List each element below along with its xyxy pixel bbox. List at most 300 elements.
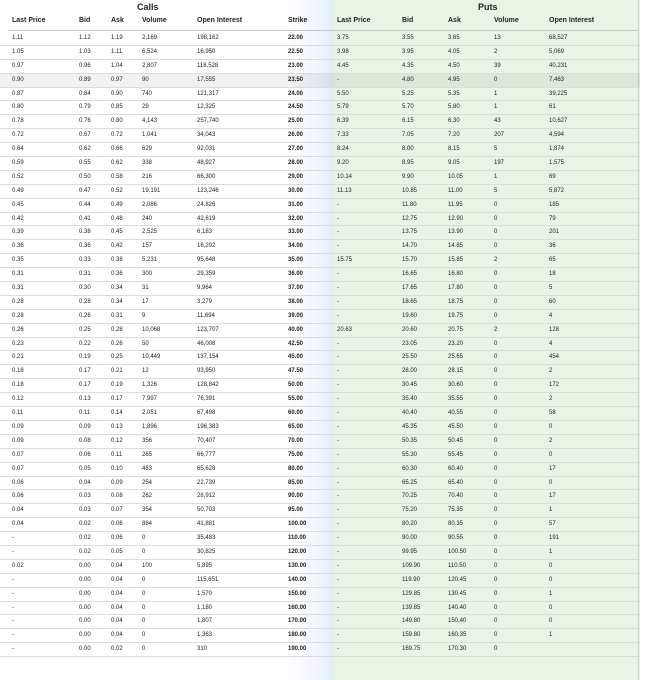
call-ask-cell: 0.04 — [111, 618, 123, 625]
table-row[interactable] — [0, 226, 640, 240]
put-volume-cell: 43 — [494, 118, 501, 125]
put-bid-cell: 20.60 — [402, 326, 418, 333]
call-volume-cell: 90 — [142, 76, 149, 83]
put-ask-cell: 11.95 — [448, 201, 463, 208]
strike-cell: 45.00 — [288, 354, 304, 361]
call-volume-cell: 1,041 — [142, 132, 158, 139]
strike-cell: 22.50 — [288, 48, 304, 55]
strike-cell: 190.00 — [288, 646, 307, 653]
call-open-interest-cell: 1,363 — [197, 632, 213, 639]
table-row[interactable] — [0, 518, 640, 532]
put-last-price-cell: - — [337, 410, 339, 417]
put-bid-cell: 8.00 — [402, 146, 414, 153]
call-last-price-cell: 1.11 — [12, 35, 24, 41]
call-ask-cell: 0.80 — [111, 118, 123, 125]
table-row[interactable] — [0, 504, 640, 518]
put-ask-cell: 17.80 — [448, 285, 464, 292]
call-ask-cell: 0.13 — [111, 423, 123, 430]
table-row[interactable] — [0, 338, 640, 352]
put-open-interest-cell: 0 — [549, 576, 553, 583]
table-row[interactable] — [0, 60, 640, 74]
put-last-price-cell: - — [337, 493, 339, 500]
call-ask-cell: 0.49 — [111, 201, 123, 208]
put-bid-cell: 169.75 — [402, 646, 421, 653]
put-bid-cell: 17.65 — [402, 285, 418, 292]
table-row[interactable] — [0, 32, 640, 46]
table-row[interactable] — [0, 477, 640, 491]
put-volume-cell: 0 — [494, 396, 498, 403]
call-bid-cell: 0.26 — [79, 312, 91, 319]
call-ask-cell: 0.14 — [111, 410, 123, 417]
put-ask-cell: 40.55 — [448, 410, 464, 417]
put-last-price-cell: - — [337, 576, 339, 583]
put-last-price-cell: 5.79 — [337, 104, 349, 111]
put-open-interest-cell: 2 — [549, 396, 553, 403]
put-open-interest-cell: 60 — [549, 298, 556, 305]
call-volume-cell: 1,326 — [142, 382, 158, 389]
call-last-price-cell: - — [12, 590, 14, 597]
table-row[interactable] — [0, 490, 640, 504]
put-volume-cell: 1 — [494, 104, 498, 111]
table-row[interactable] — [0, 365, 640, 379]
call-bid-cell: 0.05 — [79, 465, 91, 472]
put-bid-cell: 14.70 — [402, 243, 418, 250]
put-last-price-cell: - — [337, 437, 339, 444]
call-ask-cell: 0.05 — [111, 548, 123, 555]
put-ask-cell: 45.50 — [448, 423, 464, 430]
put-ask-cell: 4.50 — [448, 62, 460, 69]
call-ask-cell: 0.21 — [111, 368, 123, 375]
header-strike[interactable]: Strike — [288, 17, 308, 24]
put-bid-cell: 16.65 — [402, 271, 418, 278]
table-row[interactable] — [0, 602, 640, 616]
strike-cell: 70.00 — [288, 437, 304, 444]
strike-cell: 65.00 — [288, 423, 304, 430]
put-last-price-cell: 10.14 — [337, 173, 353, 180]
put-volume-cell: 0 — [494, 507, 498, 514]
put-volume-cell: 13 — [494, 35, 501, 41]
put-bid-cell: 8.95 — [402, 160, 414, 167]
put-volume-cell: 0 — [494, 201, 498, 208]
call-open-interest-cell: 16,202 — [197, 243, 216, 250]
put-open-interest-cell: 10,627 — [549, 118, 568, 125]
call-open-interest-cell: 34,043 — [197, 132, 216, 139]
call-open-interest-cell: 28,912 — [197, 493, 216, 500]
put-open-interest-cell: 39,225 — [549, 90, 568, 97]
call-last-price-cell: 0.07 — [12, 465, 24, 472]
call-volume-cell: 157 — [142, 243, 153, 250]
call-last-price-cell: 0.42 — [12, 215, 24, 222]
put-bid-cell: 65.25 — [402, 479, 418, 486]
put-open-interest-cell: 5 — [549, 285, 553, 292]
call-bid-cell: 0.19 — [79, 354, 91, 361]
call-bid-cell: 0.79 — [79, 104, 91, 111]
call-ask-cell: 0.11 — [111, 451, 123, 458]
put-volume-cell: 0 — [494, 423, 498, 430]
strike-cell: 50.00 — [288, 382, 304, 389]
call-last-price-cell: - — [12, 618, 14, 625]
table-row[interactable] — [0, 615, 640, 629]
call-volume-cell: 0 — [142, 590, 146, 597]
table-row[interactable] — [0, 282, 640, 296]
table-row[interactable] — [0, 421, 640, 435]
put-open-interest-cell: 0 — [549, 479, 553, 486]
put-last-price-cell: - — [337, 368, 339, 375]
call-ask-cell: 0.19 — [111, 382, 123, 389]
call-volume-cell: 0 — [142, 576, 146, 583]
call-bid-cell: 0.00 — [79, 562, 91, 569]
put-volume-cell: 0 — [494, 590, 498, 597]
table-row[interactable] — [0, 171, 640, 185]
put-last-price-cell: - — [337, 590, 339, 597]
put-last-price-cell: 7.33 — [337, 132, 349, 139]
table-row[interactable] — [0, 74, 640, 88]
put-volume-cell: 1 — [494, 173, 498, 180]
put-volume-cell: 2 — [494, 257, 498, 264]
table-row[interactable] — [0, 435, 640, 449]
table-row[interactable] — [0, 129, 640, 143]
call-bid-cell: 0.84 — [79, 90, 91, 97]
header-put-last-price[interactable]: Last Price — [337, 17, 371, 24]
call-ask-cell: 0.09 — [111, 479, 123, 486]
call-open-interest-cell: 66,300 — [197, 173, 216, 180]
put-ask-cell: 70.40 — [448, 493, 464, 500]
put-ask-cell: 4.95 — [448, 76, 460, 83]
put-volume-cell: 5 — [494, 146, 498, 153]
table-row[interactable] — [0, 351, 640, 365]
table-row[interactable] — [0, 643, 640, 657]
put-last-price-cell: 9.20 — [337, 160, 349, 167]
put-bid-cell: 159.80 — [402, 632, 421, 639]
strike-cell: 33.00 — [288, 229, 304, 236]
call-open-interest-cell: 67,498 — [197, 410, 216, 417]
call-ask-cell: 0.17 — [111, 396, 123, 403]
call-last-price-cell: 0.18 — [12, 382, 24, 389]
put-open-interest-cell: 5,069 — [549, 48, 565, 55]
call-bid-cell: 0.89 — [79, 76, 91, 83]
strike-cell: 140.00 — [288, 576, 307, 583]
call-bid-cell: 0.62 — [79, 146, 91, 153]
header-put-ask[interactable]: Ask — [448, 17, 461, 24]
call-bid-cell: 0.76 — [79, 118, 91, 125]
call-last-price-cell: 0.52 — [12, 173, 24, 180]
put-open-interest-cell: 17 — [549, 493, 556, 500]
call-open-interest-cell: 115,651 — [197, 576, 219, 583]
put-last-price-cell: - — [337, 521, 339, 528]
call-open-interest-cell: 12,325 — [197, 104, 216, 111]
table-row[interactable] — [0, 310, 640, 324]
put-ask-cell: 7.20 — [448, 132, 460, 139]
call-volume-cell: 216 — [142, 173, 153, 180]
strike-cell: 25.00 — [288, 118, 304, 125]
put-bid-cell: 5.25 — [402, 90, 414, 97]
put-volume-cell: 0 — [494, 465, 498, 472]
table-row[interactable] — [0, 101, 640, 115]
table-row[interactable] — [0, 407, 640, 421]
put-bid-cell: 23.05 — [402, 340, 418, 347]
put-ask-cell: 10.05 — [448, 173, 464, 180]
call-open-interest-cell: 93,950 — [197, 368, 216, 375]
put-last-price-cell: - — [337, 632, 339, 639]
put-ask-cell: 18.75 — [448, 298, 464, 305]
call-last-price-cell: - — [12, 646, 14, 653]
put-last-price-cell: 3.98 — [337, 48, 349, 55]
call-bid-cell: 0.28 — [79, 298, 91, 305]
put-volume-cell: 0 — [494, 340, 498, 347]
table-row[interactable] — [0, 185, 640, 199]
put-bid-cell: 70.25 — [402, 493, 418, 500]
put-volume-cell: 1 — [494, 90, 498, 97]
put-last-price-cell: - — [337, 507, 339, 514]
call-bid-cell: 0.30 — [79, 285, 91, 292]
put-volume-cell: 0 — [494, 285, 498, 292]
put-volume-cell: 2 — [494, 326, 498, 333]
call-volume-cell: 338 — [142, 160, 153, 167]
table-row[interactable] — [0, 588, 640, 602]
call-ask-cell: 0.08 — [111, 493, 123, 500]
call-ask-cell: 0.06 — [111, 535, 123, 542]
header-call-last-price[interactable]: Last Price — [12, 17, 46, 24]
call-open-interest-cell: 29,359 — [197, 271, 216, 278]
put-ask-cell: 25.65 — [448, 354, 464, 361]
call-open-interest-cell: 123,707 — [197, 326, 219, 333]
strike-cell: 42.50 — [288, 340, 304, 347]
call-open-interest-cell: 24,826 — [197, 201, 216, 208]
put-bid-cell: 35.40 — [402, 396, 418, 403]
call-volume-cell: 2,807 — [142, 62, 158, 69]
call-ask-cell: 0.07 — [111, 507, 123, 514]
call-volume-cell: 31 — [142, 285, 149, 292]
call-ask-cell: 0.45 — [111, 229, 123, 236]
put-ask-cell: 3.65 — [448, 35, 460, 41]
put-bid-cell: 129.85 — [402, 590, 421, 597]
call-last-price-cell: 0.97 — [12, 62, 24, 69]
put-ask-cell: 65.40 — [448, 479, 464, 486]
call-open-interest-cell: 1,807 — [197, 618, 213, 625]
call-bid-cell: 0.02 — [79, 548, 91, 555]
header-call-open-interest[interactable]: Open Interest — [197, 17, 243, 24]
call-open-interest-cell: 76,391 — [197, 396, 216, 403]
put-last-price-cell: - — [337, 354, 339, 361]
call-ask-cell: 0.58 — [111, 173, 123, 180]
put-bid-cell: 13.75 — [402, 229, 418, 236]
put-open-interest-cell: 61 — [549, 104, 556, 111]
put-last-price-cell: 6.39 — [337, 118, 349, 125]
call-open-interest-cell: 128,842 — [197, 382, 219, 389]
call-open-interest-cell: 9,964 — [197, 285, 213, 292]
header-call-bid[interactable]: Bid — [79, 17, 91, 24]
put-bid-cell: 6.15 — [402, 118, 414, 125]
call-bid-cell: 0.06 — [79, 451, 91, 458]
table-row[interactable] — [0, 199, 640, 213]
table-row[interactable] — [0, 240, 640, 254]
put-bid-cell: 119.90 — [402, 576, 420, 583]
call-ask-cell: 1.04 — [111, 62, 123, 69]
put-ask-cell: 9.05 — [448, 160, 460, 167]
call-volume-cell: 5,231 — [142, 257, 158, 264]
table-row[interactable] — [0, 157, 640, 171]
strike-cell: 28.00 — [288, 160, 304, 167]
table-row[interactable] — [0, 46, 640, 60]
call-open-interest-cell: 5,895 — [197, 562, 213, 569]
header-call-volume[interactable]: Volume — [142, 17, 167, 24]
put-bid-cell: 3.55 — [402, 35, 414, 41]
table-row[interactable] — [0, 88, 640, 102]
table-row[interactable] — [0, 254, 640, 268]
put-open-interest-cell: 40,231 — [549, 62, 568, 69]
put-bid-cell: 19.60 — [402, 312, 418, 319]
put-last-price-cell: 20.63 — [337, 326, 353, 333]
table-row[interactable] — [0, 574, 640, 588]
call-ask-cell: 0.12 — [111, 437, 123, 444]
call-open-interest-cell: 92,031 — [197, 146, 216, 153]
call-open-interest-cell: 66,777 — [197, 451, 216, 458]
put-open-interest-cell: 0 — [549, 618, 553, 625]
strike-cell: 34.00 — [288, 243, 304, 250]
calls-group-title: Calls — [137, 2, 159, 12]
put-last-price-cell: - — [337, 382, 339, 389]
header-divider — [8, 30, 638, 31]
call-volume-cell: 0 — [142, 618, 146, 625]
call-bid-cell: 0.00 — [79, 618, 91, 625]
put-bid-cell: 5.70 — [402, 104, 414, 111]
put-last-price-cell: - — [337, 298, 339, 305]
table-row[interactable] — [0, 393, 640, 407]
put-open-interest-cell: 1 — [549, 590, 553, 597]
call-open-interest-cell: 95,648 — [197, 257, 216, 264]
call-volume-cell: 483 — [142, 465, 153, 472]
put-last-price-cell: - — [337, 76, 339, 83]
put-open-interest-cell: 1,874 — [549, 146, 565, 153]
put-open-interest-cell: 0 — [549, 562, 553, 569]
put-bid-cell: 25.50 — [402, 354, 418, 361]
table-row[interactable] — [0, 629, 640, 643]
strike-cell: 80.00 — [288, 465, 304, 472]
put-open-interest-cell: 1,575 — [549, 160, 565, 167]
put-bid-cell: 139.85 — [402, 604, 421, 611]
call-bid-cell: 0.03 — [79, 493, 91, 500]
put-volume-cell: 0 — [494, 632, 498, 639]
put-ask-cell: 90.55 — [448, 535, 464, 542]
put-volume-cell: 0 — [494, 618, 498, 625]
put-volume-cell: 0 — [494, 562, 498, 569]
call-volume-cell: 2,051 — [142, 410, 158, 417]
put-last-price-cell: - — [337, 465, 339, 472]
table-row[interactable] — [0, 449, 640, 463]
column-header-row — [0, 16, 640, 30]
put-ask-cell: 4.05 — [448, 48, 460, 55]
strike-cell: 38.00 — [288, 298, 304, 305]
put-last-price-cell: - — [337, 423, 339, 430]
header-put-open-interest[interactable]: Open Interest — [549, 17, 595, 24]
put-volume-cell: 0 — [494, 215, 498, 222]
put-open-interest-cell: 69 — [549, 173, 556, 180]
put-open-interest-cell: 58 — [549, 410, 556, 417]
call-ask-cell: 0.85 — [111, 104, 123, 111]
put-last-price-cell: - — [337, 479, 339, 486]
put-open-interest-cell: 18 — [549, 271, 556, 278]
put-last-price-cell: - — [337, 548, 339, 555]
call-bid-cell: 0.17 — [79, 368, 91, 375]
put-last-price-cell: - — [337, 285, 339, 292]
put-volume-cell: 0 — [494, 312, 498, 319]
put-open-interest-cell: 68,527 — [549, 35, 568, 41]
put-open-interest-cell: 2 — [549, 437, 553, 444]
table-row[interactable] — [0, 463, 640, 477]
call-volume-cell: 0 — [142, 535, 146, 542]
call-bid-cell: 0.02 — [79, 521, 91, 528]
table-row[interactable] — [0, 324, 640, 338]
call-bid-cell: 0.09 — [79, 423, 91, 430]
call-open-interest-cell: 16,950 — [197, 48, 216, 55]
call-last-price-cell: - — [12, 632, 14, 639]
table-row[interactable] — [0, 560, 640, 574]
table-row[interactable] — [0, 143, 640, 157]
table-row[interactable] — [0, 379, 640, 393]
call-ask-cell: 0.04 — [111, 632, 123, 639]
strike-cell: 100.00 — [288, 521, 307, 528]
put-bid-cell: 4.35 — [402, 62, 414, 69]
put-bid-cell: 50.35 — [402, 437, 418, 444]
call-ask-cell: 0.36 — [111, 271, 123, 278]
put-ask-cell: 55.45 — [448, 451, 464, 458]
call-ask-cell: 0.26 — [111, 340, 123, 347]
table-row[interactable] — [0, 546, 640, 560]
call-ask-cell: 0.62 — [111, 160, 123, 167]
call-ask-cell: 0.34 — [111, 298, 123, 305]
call-volume-cell: 740 — [142, 90, 153, 97]
header-call-ask[interactable]: Ask — [111, 17, 124, 24]
put-volume-cell: 0 — [494, 576, 498, 583]
strike-cell: 110.00 — [288, 535, 307, 542]
put-bid-cell: 3.95 — [402, 48, 414, 55]
put-volume-cell: 0 — [494, 382, 498, 389]
put-ask-cell: 80.35 — [448, 521, 464, 528]
put-bid-cell: 55.30 — [402, 451, 418, 458]
put-open-interest-cell: 36 — [549, 243, 556, 250]
call-ask-cell: 0.10 — [111, 465, 123, 472]
call-volume-cell: 0 — [142, 604, 146, 611]
table-row[interactable] — [0, 532, 640, 546]
table-row[interactable] — [0, 213, 640, 227]
put-last-price-cell: - — [337, 396, 339, 403]
strike-cell: 55.00 — [288, 396, 304, 403]
put-volume-cell: 0 — [494, 76, 498, 83]
put-ask-cell: 120.45 — [448, 576, 467, 583]
call-volume-cell: 0 — [142, 548, 146, 555]
put-bid-cell: 28.00 — [402, 368, 418, 375]
put-last-price-cell: - — [337, 271, 339, 278]
call-volume-cell: 17 — [142, 298, 149, 305]
header-put-volume[interactable]: Volume — [494, 17, 519, 24]
call-volume-cell: 240 — [142, 215, 153, 222]
put-bid-cell: 90.00 — [402, 535, 418, 542]
call-last-price-cell: 0.35 — [12, 257, 24, 264]
put-volume-cell: 5 — [494, 187, 498, 194]
strike-cell: 27.00 — [288, 146, 304, 153]
put-open-interest-cell: 1 — [549, 632, 553, 639]
table-row[interactable] — [0, 115, 640, 129]
table-row[interactable] — [0, 296, 640, 310]
strike-cell: 47.50 — [288, 368, 304, 375]
call-ask-cell: 1.11 — [111, 48, 123, 55]
call-volume-cell: 6,524 — [142, 48, 158, 55]
call-open-interest-cell: 48,927 — [197, 160, 216, 167]
table-row[interactable] — [0, 268, 640, 282]
call-bid-cell: 0.00 — [79, 590, 91, 597]
put-bid-cell: 149.80 — [402, 618, 421, 625]
header-put-bid[interactable]: Bid — [402, 17, 414, 24]
